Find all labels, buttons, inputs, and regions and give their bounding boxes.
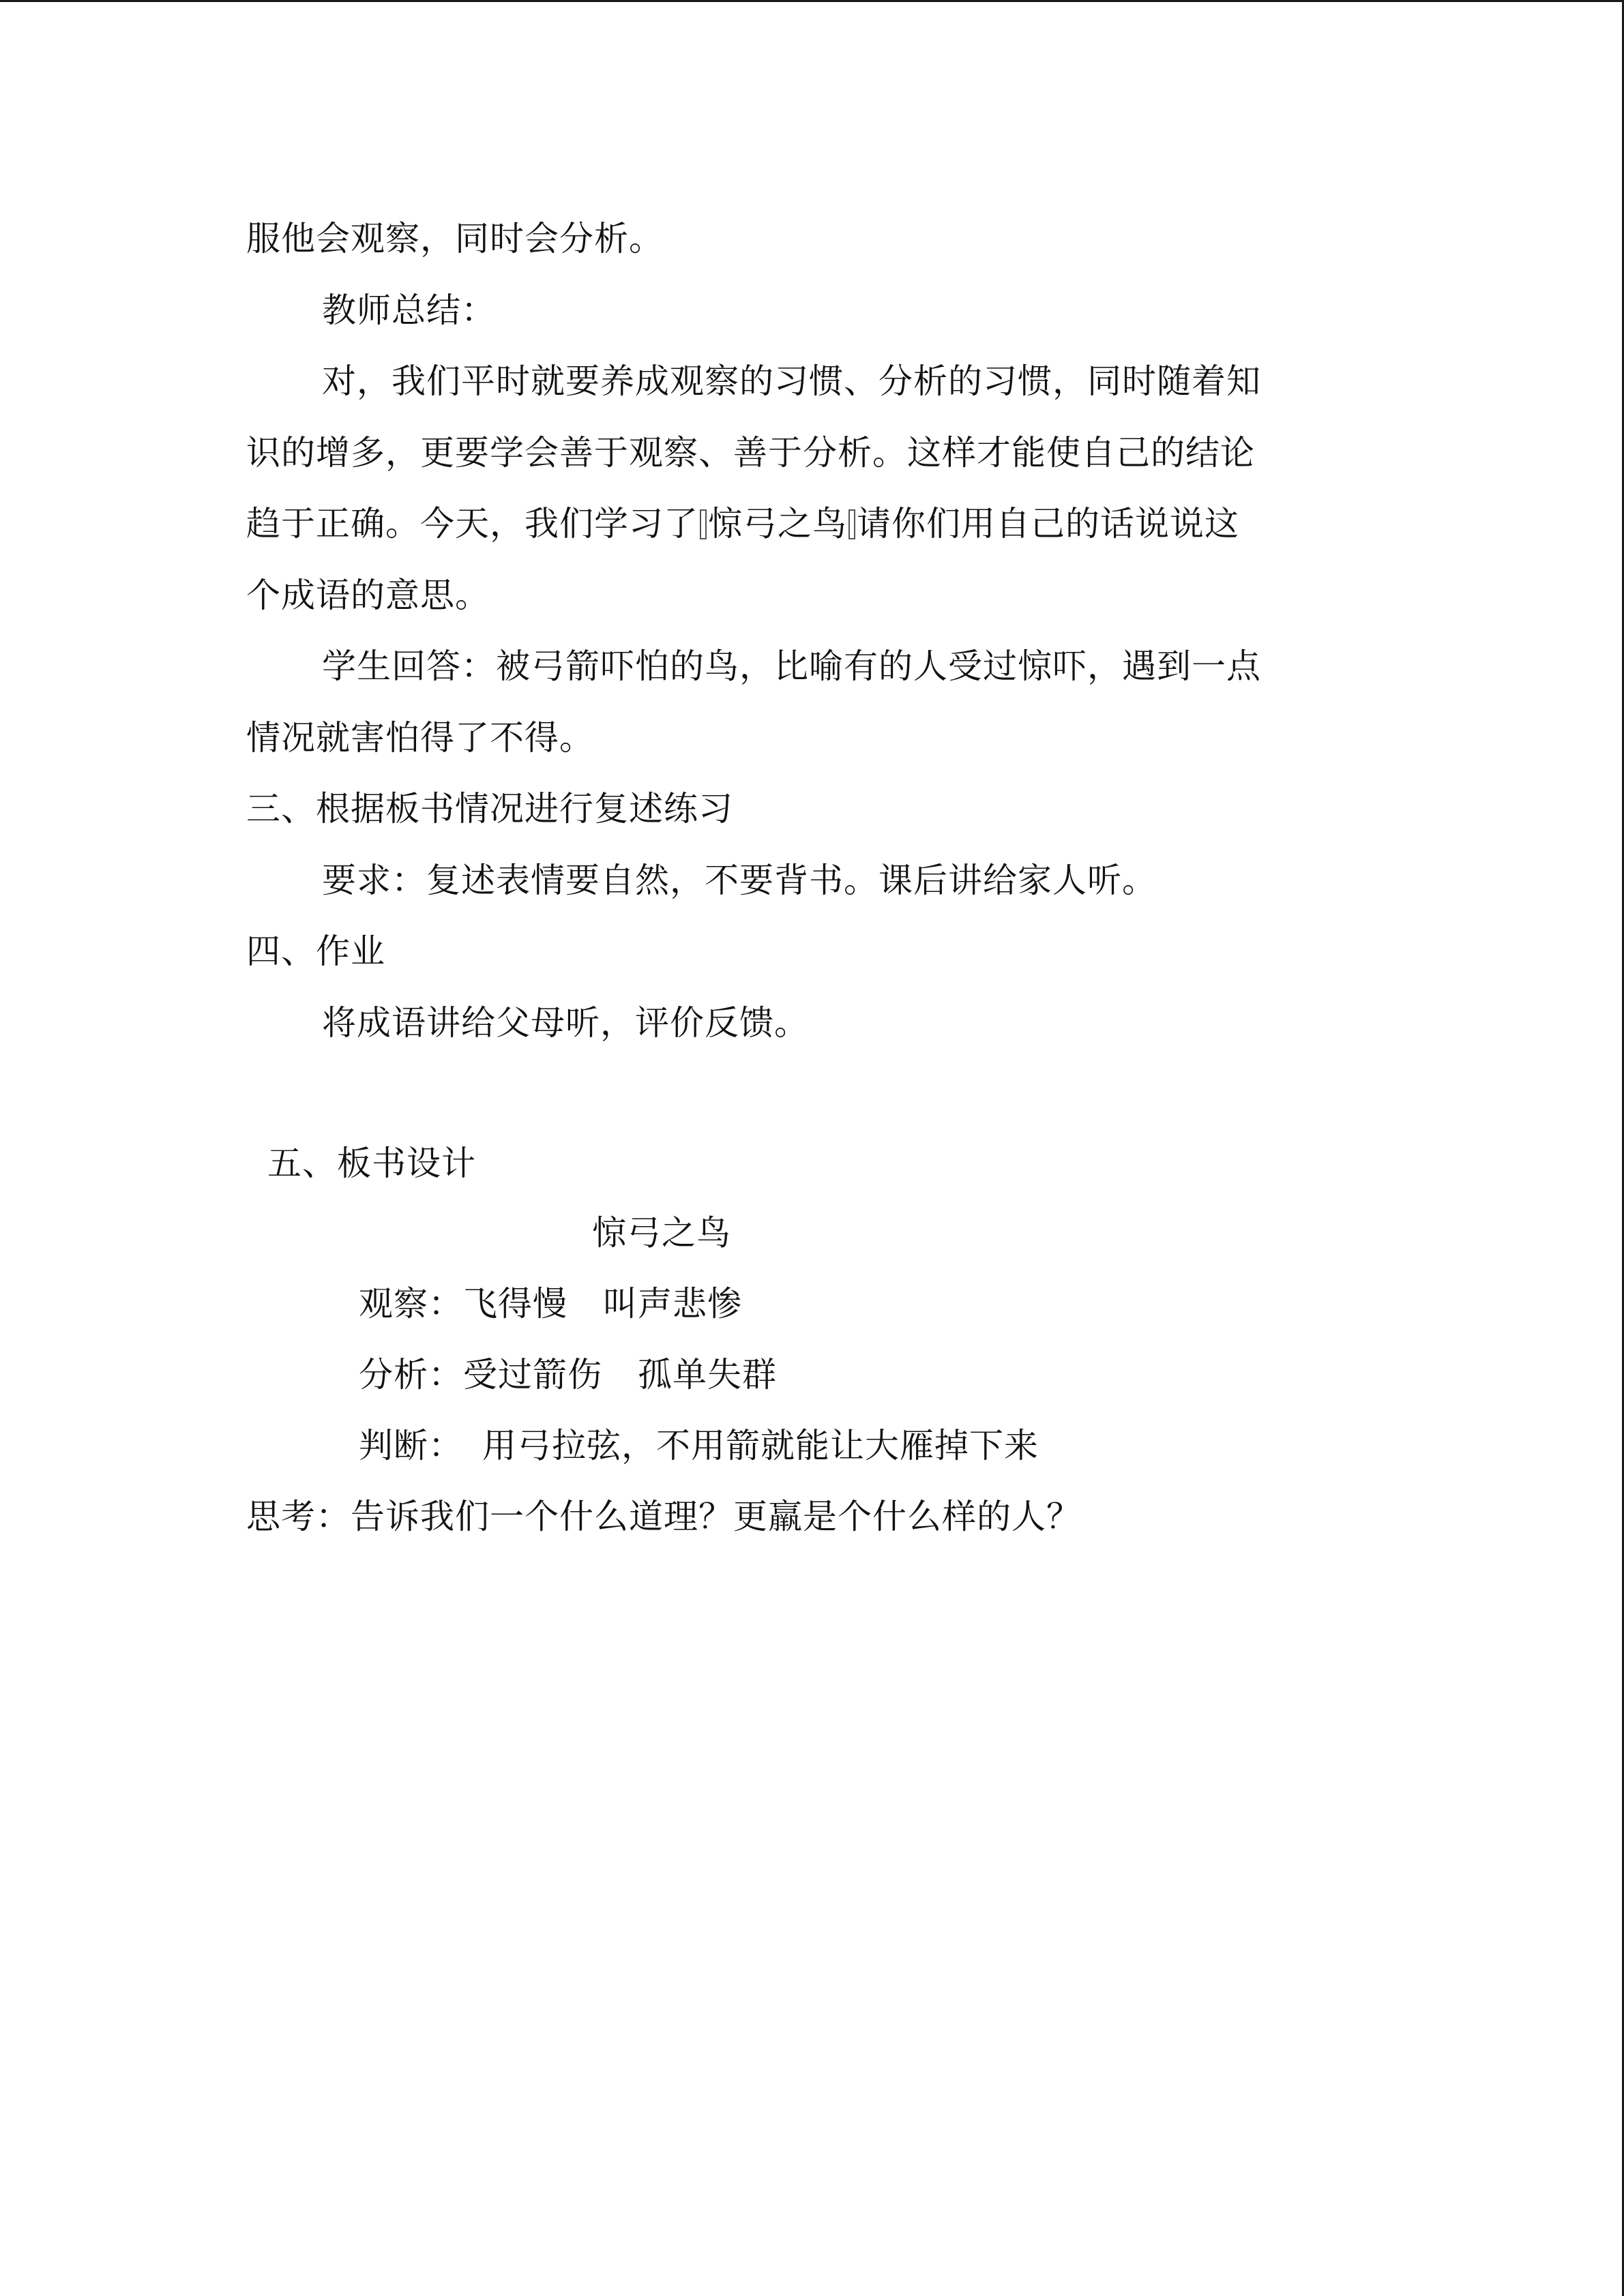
missing-glyph-icon bbox=[700, 509, 707, 539]
line-text-after: 请你们用自己的话说说这 bbox=[857, 504, 1239, 543]
paragraph-line bbox=[246, 503, 1239, 544]
paragraph-line: 服他会观察，同时会分析。 bbox=[246, 219, 664, 258]
board-analyze-b: 孤单失群 bbox=[638, 1355, 777, 1395]
board-analyze-a: 受过箭伤 bbox=[463, 1355, 602, 1395]
page-border-top bbox=[0, 0, 1624, 2]
paragraph-line: 个成语的意思。 bbox=[246, 576, 490, 615]
think-question-line: 思考：告诉我们一个什么道理？更羸是个什么样的人？ bbox=[246, 1497, 1081, 1536]
requirement-line: 要求：复述表情要自然，不要背书。课后讲给家人听。 bbox=[322, 861, 1157, 900]
board-analyze-line bbox=[359, 1354, 777, 1395]
board-title: 惊弓之鸟 bbox=[592, 1213, 731, 1253]
homework-line: 将成语讲给父母听，评价反馈。 bbox=[322, 1003, 809, 1043]
board-judge-line bbox=[359, 1425, 1039, 1466]
board-judge-label: 判断： bbox=[359, 1426, 463, 1465]
line-text-before: 趋于正确。今天，我们学习了 bbox=[246, 504, 698, 543]
board-analyze-label: 分析： bbox=[359, 1355, 463, 1395]
section-heading-5: 五、板书设计 bbox=[267, 1144, 476, 1183]
section-heading-3: 三、根据板书情况进行复述练习 bbox=[246, 789, 733, 829]
board-judge-text: 用弓拉弦，不用箭就能让大雁掉下来 bbox=[482, 1426, 1039, 1465]
paragraph-line: 识的增多，更要学会善于观察、善于分析。这样才能使自己的结论 bbox=[246, 433, 1255, 473]
missing-glyph-icon bbox=[848, 509, 855, 539]
board-observe-a: 飞得慢 bbox=[463, 1284, 567, 1324]
idiom-text: 惊弓之鸟 bbox=[708, 504, 847, 543]
board-observe-label: 观察： bbox=[359, 1284, 463, 1324]
section-heading-4: 四、作业 bbox=[246, 931, 385, 971]
paragraph-line: 情况就害怕得了不得。 bbox=[246, 718, 594, 758]
paragraph-line: 对，我们平时就要养成观察的习惯、分析的习惯，同时随着知 bbox=[322, 361, 1261, 401]
board-observe-b: 叫声悲惨 bbox=[603, 1284, 742, 1324]
board-observe-line bbox=[359, 1283, 742, 1324]
teacher-summary-heading: 教师总结： bbox=[322, 290, 496, 330]
student-answer-line: 学生回答：被弓箭吓怕的鸟，比喻有的人受过惊吓，遇到一点 bbox=[322, 646, 1261, 686]
